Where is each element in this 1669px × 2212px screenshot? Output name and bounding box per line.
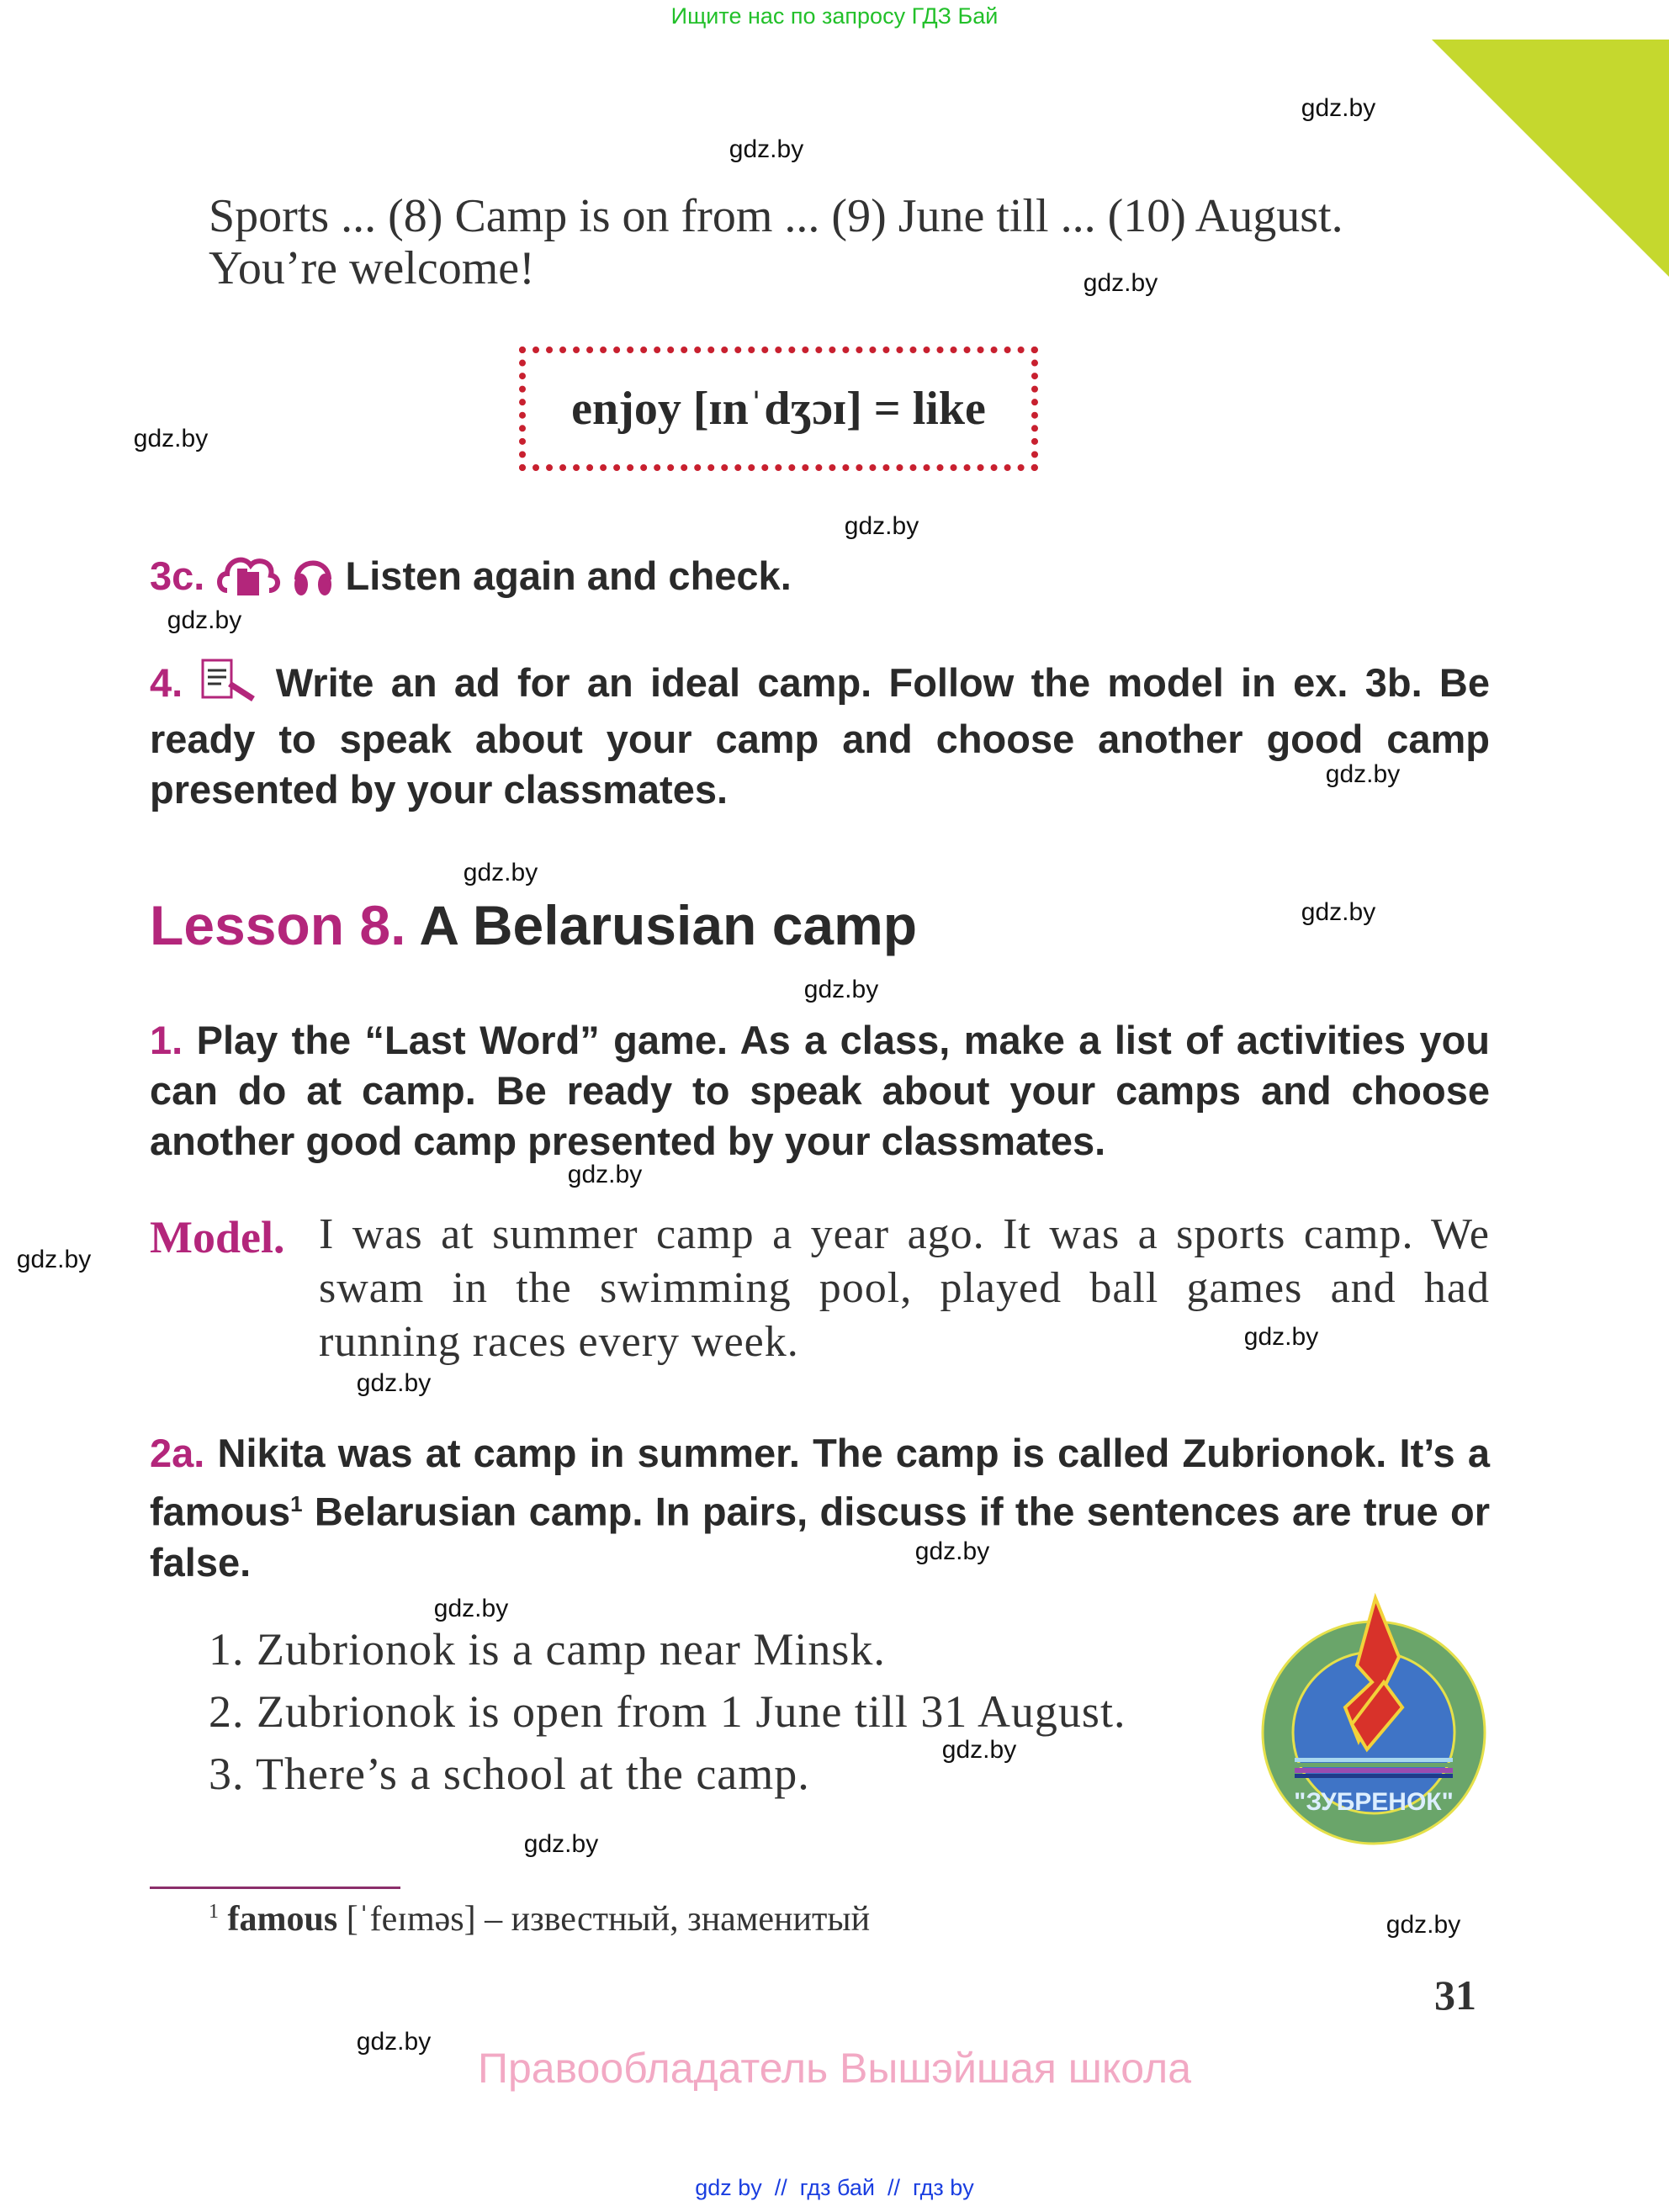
corner-triangle-decoration — [1432, 40, 1669, 277]
intro-line-2: You’re welcome! — [209, 242, 535, 294]
task-3c — [150, 548, 792, 610]
watermark: gdz.by — [1243, 1323, 1319, 1351]
statement-item: 3. There’s a school at the camp. — [209, 1749, 810, 1799]
statement-item: 2. Zubrionok is open from 1 June till 31 August. — [209, 1686, 1126, 1737]
task-text: Write an ad for an ideal camp. Follow the model in ex. 3b. Be ready to speak about your camp and choose another good camp presented by your classmates. — [150, 660, 1490, 812]
watermark: gdz.by — [356, 2028, 432, 2056]
logo-text: "ЗУБРЕНОК" — [1294, 1788, 1454, 1816]
footnote-transcription: [ˈfeɪməs] — [346, 1900, 476, 1939]
task-text: Play the “Last Word” game. As a class, make a list of activities you can do at camp. Be ready to speak about your camps and choose another good camp presented by your classmates. — [150, 1018, 1490, 1163]
task-number: 1. — [150, 1018, 183, 1062]
watermark: gdz.by — [1386, 1911, 1461, 1939]
lesson-heading — [150, 893, 917, 957]
headphones-icon — [292, 551, 334, 607]
watermark: gdz.by — [1083, 269, 1158, 297]
watermark: gdz.by — [941, 1736, 1017, 1764]
audio-cloud-icon — [215, 548, 281, 610]
bottom-links[interactable]: gdz by // гдз бай // гдз by — [695, 2175, 974, 2200]
watermark: gdz.by — [133, 425, 209, 452]
intro-line-1: Sports ... (8) Camp is on from ... (9) June till ... (10) August. — [209, 190, 1343, 242]
task-4 — [150, 658, 1490, 815]
task-text-cont: Belarusian camp. In pairs, discuss if the sentences are true or false. — [150, 1489, 1490, 1585]
watermark: gdz.by — [844, 512, 919, 540]
statement-item: 1. Zubrionok is a camp near Minsk. — [209, 1624, 886, 1675]
task-text: Listen again and check. — [345, 553, 792, 598]
task-number: 2a. — [150, 1431, 205, 1475]
watermark: gdz.by — [356, 1369, 432, 1397]
task-number: 4. — [150, 660, 183, 705]
task-2a — [150, 1428, 1490, 1588]
footnote — [209, 1899, 870, 1939]
zubrionok-logo — [1258, 1590, 1493, 1850]
footnote-ref: 1 — [290, 1491, 303, 1516]
search-banner: Ищите нас по запросу ГДЗ Бай — [670, 3, 999, 29]
model-text: I was at summer camp a year ago. It was a sports camp. We swam in the swimming pool, played ball games and had running races every week. — [319, 1210, 1490, 1366]
watermark: gdz.by — [729, 135, 804, 163]
footnote-divider — [150, 1887, 400, 1889]
copyright-notice: Правообладатель Вышэйшая школа — [478, 2045, 1191, 2092]
task-1 — [150, 1015, 1490, 1167]
watermark: gdz.by — [167, 606, 242, 634]
page-number: 31 — [1434, 1971, 1476, 2019]
watermark: gdz.by — [16, 1246, 92, 1273]
watermark: gdz.by — [523, 1830, 599, 1858]
vocabulary-text: enjoy [ɪnˈdʒɔɪ] = like — [571, 383, 986, 435]
footnote-mark: 1 — [209, 1901, 219, 1923]
watermark: gdz.by — [463, 859, 538, 886]
lesson-number: Lesson 8. — [150, 894, 406, 956]
footnote-word: famous — [227, 1900, 338, 1939]
task-number: 3c. — [150, 553, 205, 598]
task-text: Nikita was at camp in summer. The camp is called Zubrionok. It’s a famous — [150, 1431, 1490, 1534]
watermark: gdz.by — [567, 1161, 643, 1188]
model-label: Model. — [150, 1212, 285, 1262]
watermark: gdz.by — [1301, 898, 1376, 926]
watermark: gdz.by — [1301, 94, 1376, 122]
watermark: gdz.by — [803, 976, 879, 1003]
watermark: gdz.by — [1325, 760, 1401, 788]
footnote-translation: – известный, знаменитый — [485, 1900, 871, 1939]
vocabulary-box — [519, 347, 1038, 471]
watermark: gdz.by — [914, 1537, 990, 1565]
lesson-title: A Belarusian camp — [419, 894, 918, 956]
watermark: gdz.by — [433, 1595, 509, 1622]
write-pencil-icon — [199, 659, 258, 714]
